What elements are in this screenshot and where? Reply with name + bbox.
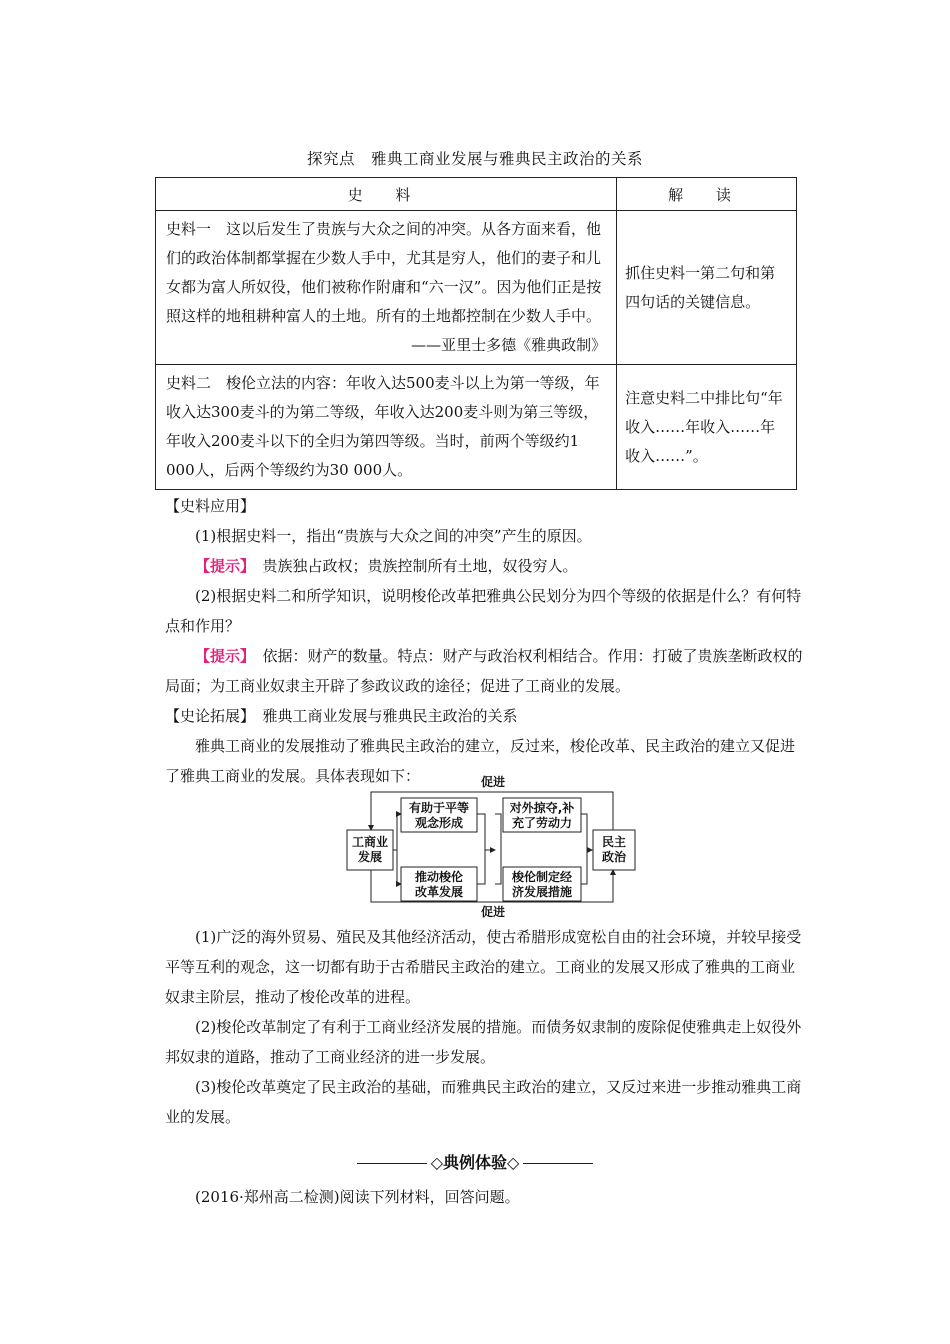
question-1: (1)根据史料一，指出“贵族与大众之间的冲突”产生的原因。 bbox=[195, 527, 592, 545]
table-header-source: 史 料 bbox=[156, 178, 617, 211]
example-source-text: (2016·郑州高二检测)阅读下列材料，回答问题。 bbox=[195, 1188, 520, 1206]
reading-cell: 注意史料二中排比句“年收入……年收入……年收入……”。 bbox=[617, 365, 797, 490]
answer-1-text: 贵族独占政权；贵族控制所有土地，奴役穷人。 bbox=[262, 557, 578, 575]
diagram-box-democracy-line2: 政治 bbox=[601, 850, 627, 864]
table-row bbox=[156, 211, 797, 365]
section-title: 探究点 雅典工商业发展与雅典民主政治的关系 bbox=[306, 150, 643, 168]
example-section-heading bbox=[0, 1150, 950, 1173]
divider-left bbox=[357, 1163, 427, 1164]
diagram-box-economic-measures-line2: 济发展措施 bbox=[511, 885, 573, 899]
diagram-box-equality-line1: 有助于平等 bbox=[408, 801, 470, 815]
diagram-box-labor-line1: 对外掠夺,补 bbox=[509, 801, 575, 815]
table-row bbox=[156, 365, 797, 490]
question-2: (2)根据史料二和所学知识，说明梭伦改革把雅典公民划分为四个等级的依据是什么？有何特点和作用？ bbox=[165, 587, 802, 635]
example-section-label: ◇典例体验◇ bbox=[430, 1153, 520, 1172]
answer-2 bbox=[165, 641, 805, 701]
relationship-diagram bbox=[343, 774, 643, 919]
extension-heading-title: 雅典工商业发展与雅典民主政治的关系 bbox=[262, 707, 518, 725]
diagram-top-label: 促进 bbox=[480, 775, 506, 789]
diagram-connector bbox=[581, 814, 587, 884]
example-source-line bbox=[165, 1182, 805, 1212]
diagram-connector bbox=[393, 814, 401, 850]
hint-label: 【提示】 bbox=[195, 647, 248, 665]
source-attribution: ——亚里士多德《雅典政制》 bbox=[411, 336, 607, 354]
reading-cell: 抓住史料一第二句和第四句话的关键信息。 bbox=[617, 211, 797, 365]
diagram-box-democracy-line1: 民主 bbox=[601, 835, 627, 849]
table-header-row bbox=[156, 178, 797, 211]
table-header-reading: 解 读 bbox=[617, 178, 797, 211]
divider-right bbox=[523, 1163, 593, 1164]
diagram-box-commerce-line1: 工商业 bbox=[351, 835, 389, 849]
diagram-box-solon-reform-line2: 改革发展 bbox=[414, 885, 464, 899]
diagram-box-equality-line2: 观念形成 bbox=[414, 816, 464, 830]
answer-2-text: 依据：财产的数量。特点：财产与政治权利相结合。作用：打破了贵族垄断政权的局面；为工商业奴隶主开辟了参政议政的途径；促进了工商业的发展。 bbox=[165, 647, 803, 695]
diagram-connector bbox=[397, 850, 401, 884]
diagram-box-economic-measures-line1: 梭伦制定经 bbox=[511, 870, 573, 884]
source-cell bbox=[156, 365, 617, 490]
extension-point-2: (2)梭伦改革制定了有利于工商业经济发展的措施。而债务奴隶制的废除促使雅典走上奴役外邦奴隶的道路，推动了工商业经济的进一步发展。 bbox=[165, 1018, 802, 1066]
extension-point-3: (3)梭伦改革奠定了民主政治的基础，而雅典民主政治的建立，又反过来进一步推动雅典工商业的发展。 bbox=[165, 1078, 802, 1126]
source-text: 史料二 梭伦立法的内容：年收入达500麦斗以上为第一等级，年收入达300麦斗的为第二等级，年收入达200麦斗则为第三等级，年收入200麦斗以下的全归为第四等级。当时，前两个等级约1 000人，后两个等级约为30 000人。 bbox=[166, 374, 600, 479]
source-table bbox=[155, 177, 797, 490]
extension-heading bbox=[165, 701, 805, 731]
application-heading: 【史料应用】 bbox=[165, 497, 256, 515]
diagram-box-commerce-line2: 发展 bbox=[357, 850, 383, 864]
answer-1 bbox=[165, 551, 805, 581]
extension-point-1: (1)广泛的海外贸易、殖民及其他经济活动，使古希腊形成宽松自由的社会环境，并较早接受平等互利的观念，这一切都有助于古希腊民主政治的建立。工商业的发展又形成了雅典的工商业奴隶主阶层，推动了梭伦改革的进程。 bbox=[165, 928, 802, 1006]
extension-intro: 雅典工商业的发展推动了雅典民主政治的建立，反过来，梭伦改革、民主政治的建立又促进了雅典工商业的发展。具体表现如下： bbox=[165, 737, 796, 785]
diagram-connector bbox=[495, 814, 501, 884]
hint-label: 【提示】 bbox=[195, 557, 248, 575]
diagram-bottom-label: 促进 bbox=[480, 905, 506, 919]
extension-heading-label: 【史论拓展】 bbox=[165, 707, 248, 725]
extension-points bbox=[165, 922, 805, 1132]
diagram-box-solon-reform-line1: 推动梭伦 bbox=[414, 870, 464, 884]
diagram-connector bbox=[477, 814, 485, 884]
application-section bbox=[165, 491, 805, 791]
source-cell bbox=[156, 211, 617, 365]
diagram-box-labor-line2: 充了劳动力 bbox=[511, 816, 573, 830]
source-text: 史料一 这以后发生了贵族与大众之间的冲突。从各方面来看，他们的政治体制都掌握在少数人手中，尤其是穷人，他们的妻子和儿女都为富人所奴役，他们被称作附庸和“六一汉”。因为他们正是按照这样的地租耕种富人的土地。所有的土地都控制在少数人手中。 bbox=[166, 220, 602, 325]
